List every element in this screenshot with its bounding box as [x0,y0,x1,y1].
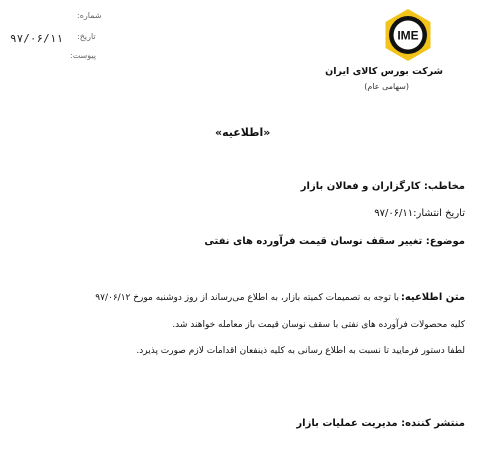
ime-logo-text: IME [397,28,419,43]
publish-date-line: تاریخ انتشار:۹۷/۰۶/۱۱ [374,208,465,219]
notice-title: «اطلاعیه» [215,126,271,139]
subject-line: موضوع: تغییر سقف نوسان قیمت فرآورده های نفتی [204,236,465,247]
body-line: کلیه محصولات فرآورده های نفتی با سقف نوسان قیمت باز معامله خواهند شد. [172,320,465,330]
number-label: شماره: [77,11,102,20]
body-line: لطفا دستور فرمایید تا نسبت به اطلاع رسانی به کلیه ذینفعان اقدامات لازم صورت پذیرد. [136,346,465,356]
body-label: متن اطلاعیه: [400,292,465,303]
addressee-line: مخاطب: کارگزاران و فعالان بازار [300,181,465,192]
publisher-line: منتشر کننده: مدیریت عملیات بازار [296,418,465,429]
letter-date-value: ۹۷/۰۶/۱۱ [10,32,63,45]
ime-logo-icon [381,8,435,62]
date-label: تاریخ: [77,32,96,41]
company-type: (سهامی عام) [364,82,409,91]
attachment-label: پیوست: [70,51,97,60]
company-name: شرکت بورس کالای ایران [325,66,443,77]
body-line: با توجه به تصمیمات کمیته بازار، به اطلاع می‌رساند از روز دوشنبه مورخ ۹۷/۰۶/۱۲ [95,293,399,303]
